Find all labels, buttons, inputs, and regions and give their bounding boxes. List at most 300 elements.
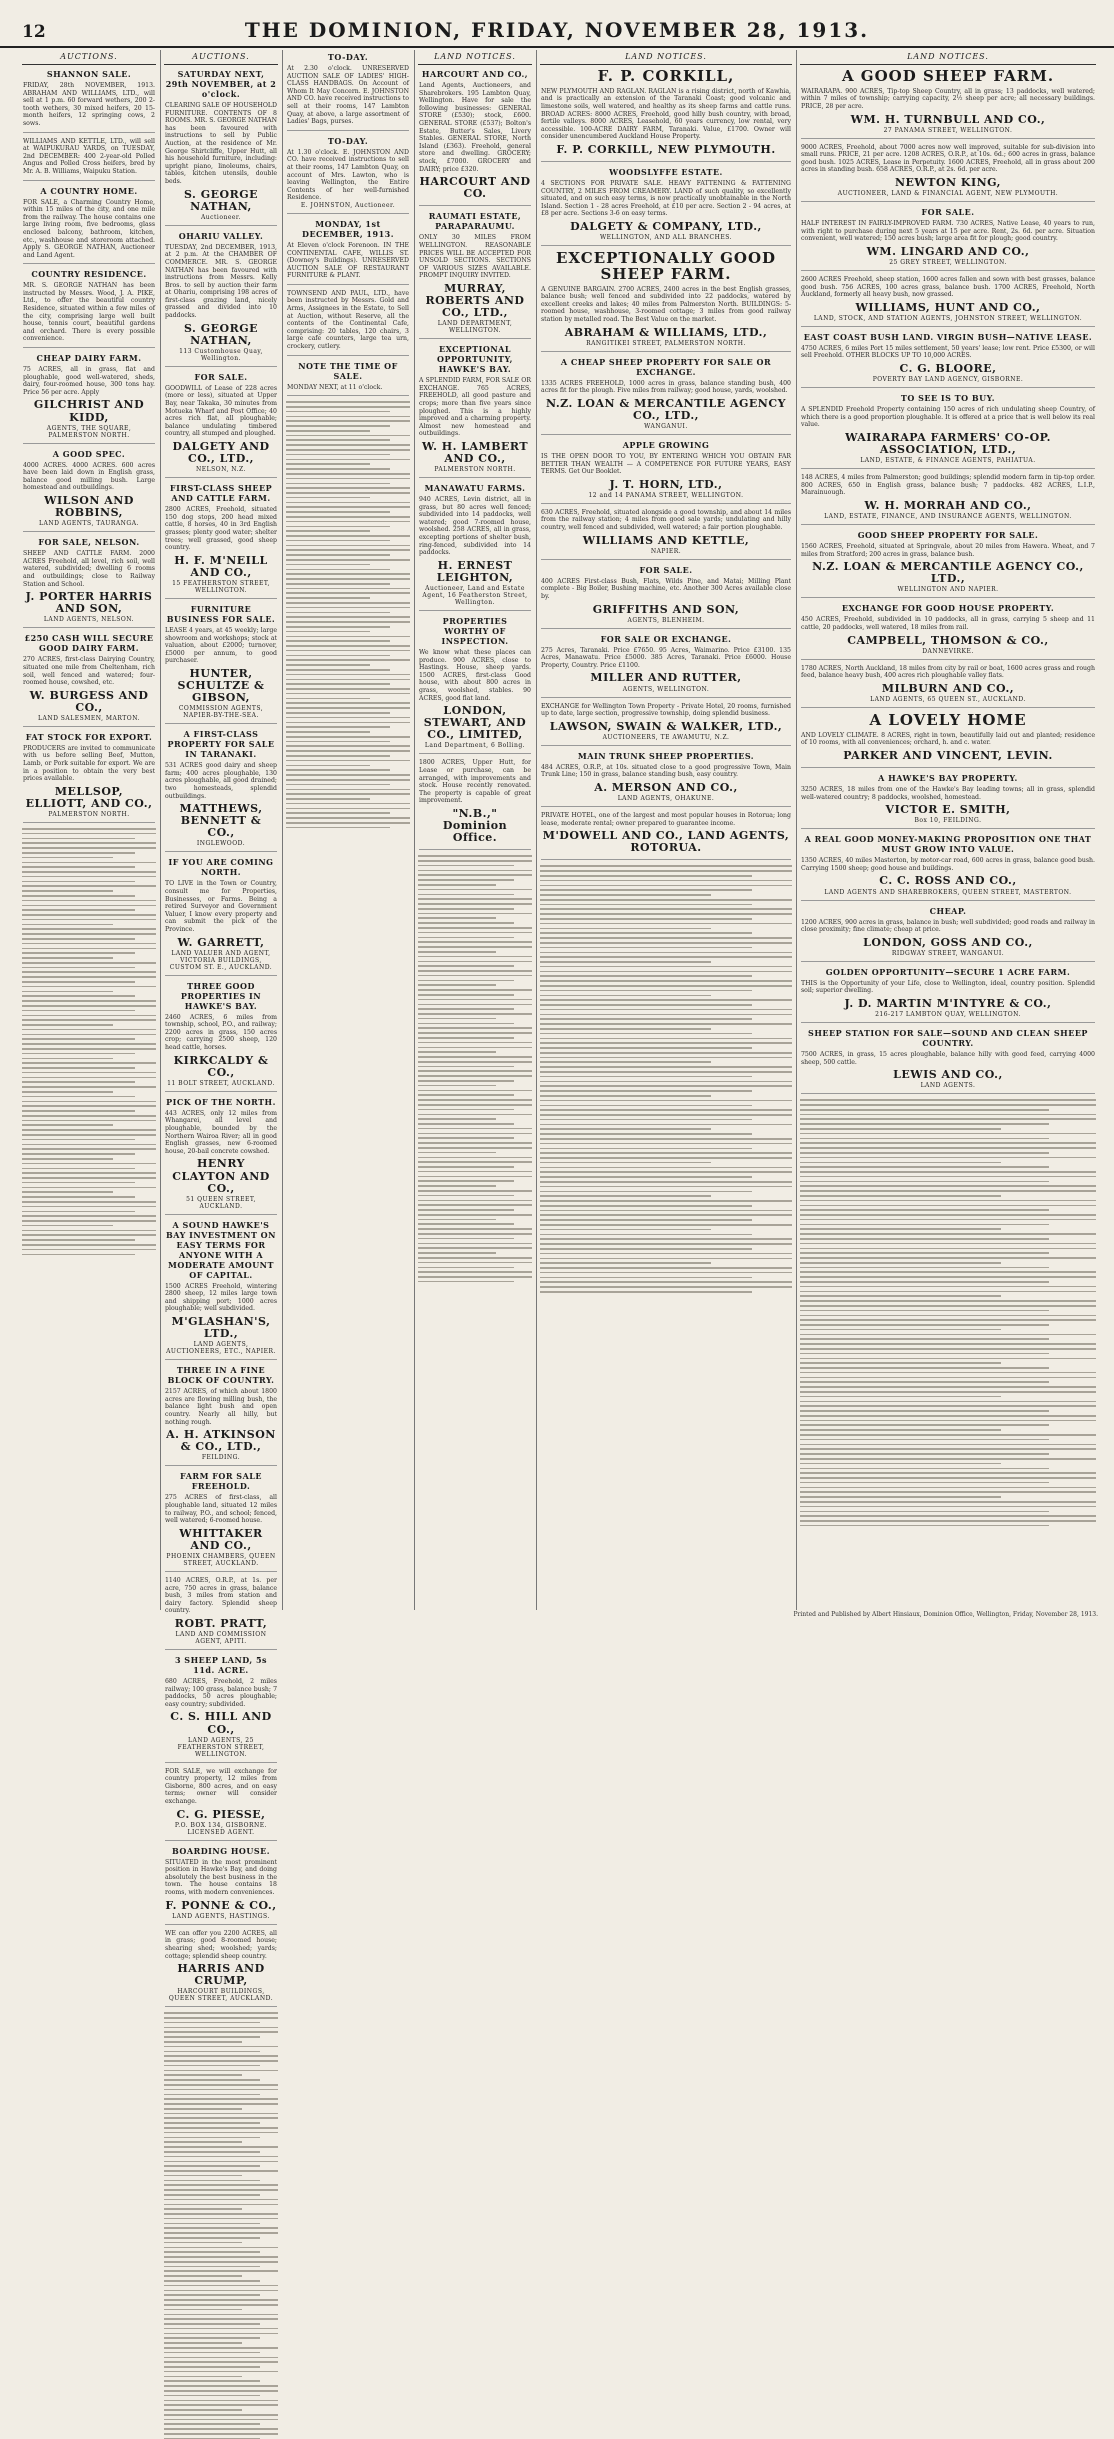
text-line bbox=[22, 1110, 135, 1112]
text-line bbox=[286, 827, 390, 829]
text-line bbox=[800, 1424, 1049, 1426]
text-line bbox=[164, 2395, 260, 2397]
text-line bbox=[286, 439, 390, 441]
classified-ad bbox=[165, 857, 277, 975]
text-line bbox=[418, 1281, 514, 1283]
text-line bbox=[286, 631, 370, 633]
text-line bbox=[22, 1072, 156, 1074]
ad-agent-address: LAND AGENTS, 65 QUEEN ST., AUCKLAND. bbox=[870, 695, 1026, 703]
text-line bbox=[22, 842, 156, 844]
ad-body: CLEARING SALE OF HOUSEHOLD FURNITURE. CONTENTS OF 8 ROOMS. MR. S. GEORGE NATHAN has been favoured with instructions to sell by Public Auction, at the residence of Mr. George Shirtcliffe, Upper Hutt, all his household furniture, including: upright piano, linoleums, chairs, tables, kitchen utensils, double beds. bbox=[165, 102, 277, 185]
text-line bbox=[800, 1334, 1096, 1336]
text-line bbox=[540, 1033, 752, 1035]
ad-body: 1335 ACRES FREEHOLD, 1000 acres in grass, balance standing bush, 400 acres fit for the plough. Five miles from railway; good house, yards, woolshed. bbox=[541, 379, 791, 395]
text-line bbox=[286, 430, 370, 432]
ad-agent-name: WILLIAMS, HUNT AND CO., bbox=[855, 300, 1041, 314]
ad-body: WAIRARAPA. 900 ACRES, Tip-top Sheep Country, all in grass; 13 paddocks, well watered; within 7 miles of township; carrying capacity, 2½ sheep per acre; all necessary buildings. PRICE, 28 per acre. bbox=[801, 87, 1095, 110]
classified-ad bbox=[801, 603, 1095, 659]
text-line bbox=[164, 2337, 260, 2339]
text-line bbox=[22, 1211, 135, 1213]
text-line bbox=[540, 1071, 792, 1073]
text-line bbox=[164, 2414, 278, 2416]
ad-agent-name: KIRKCALDY & CO., bbox=[173, 1053, 269, 1079]
ad-body: 2600 ACRES Freehold, sheep station, 1600 acres fallen and sown with best grasses, balance good bush. 756 ACRES, 100 acres grass, balance bush. 1700 ACRES, Freehold, North Auckland, formerly all heavy bush, now grassed. bbox=[801, 275, 1095, 299]
text-line bbox=[418, 855, 532, 857]
text-line bbox=[286, 698, 370, 700]
ad-body: WILLIAMS AND KETTLE, LTD., will sell at WAIPUKURAU YARDS, on TUESDAY, 2nd DECEMBER: 400 2-year-old Polled Angus and Polled Cross heifers, bred by Mr. A. B. Williams, Waipuku Station. bbox=[23, 137, 155, 175]
ad-title: RAUMATI ESTATE, PARAPARAUMU. bbox=[428, 211, 522, 232]
text-line bbox=[164, 2046, 278, 2048]
ad-body: 443 ACRES, only 12 miles from Whangarei, all level and ploughable, bounded by the Northern Wairoa River; all in good English grasses, new 6-roomed house, 20-bail concrete cowshed. bbox=[165, 1109, 277, 1155]
classified-ad bbox=[287, 52, 409, 131]
column-2 bbox=[160, 50, 283, 2003]
ad-title: TO-DAY. bbox=[327, 135, 369, 146]
text-line bbox=[418, 1204, 532, 1206]
text-line bbox=[800, 1157, 1096, 1159]
ad-title: BOARDING HOUSE. bbox=[171, 1845, 270, 1856]
text-line bbox=[540, 1191, 752, 1193]
text-line bbox=[22, 1244, 156, 1246]
text-line bbox=[540, 1267, 792, 1269]
text-line bbox=[164, 2070, 278, 2072]
classified-ad bbox=[541, 751, 791, 807]
text-line bbox=[286, 411, 390, 413]
ad-body: 1200 ACRES, 900 acres in grass, balance in bush; well subdivided; good roads and railway in close proximity; fine climate; cheap at price. bbox=[801, 918, 1095, 934]
ad-body: At 1.30 o'clock. E. JOHNSTON AND CO. have received instructions to sell at their rooms, 147 Lambton Quay, on account of Mrs. Lawton, who is leaving Wellington, the Entire Contents of her well-furnished Residence. bbox=[287, 148, 409, 202]
text-line bbox=[540, 1061, 711, 1063]
text-line bbox=[286, 516, 410, 518]
classified-ad bbox=[419, 211, 531, 339]
text-line bbox=[286, 506, 410, 508]
ad-body: 2460 ACRES, 6 miles from township, school, P.O., and railway; 2200 acres in grass, 150 acres crop; carrying 2500 sheep, 120 head cattle, horses. bbox=[165, 1013, 277, 1052]
text-line bbox=[164, 2299, 278, 2301]
ad-body: NEW PLYMOUTH AND RAGLAN. RAGLAN is a rising district, north of Kawhia, and is practically an extension of the Taranaki Coast; good volcanic and limestone soils, well watered, and healthy as its sheep farms and cattle runs. BROAD ACRES: 8000 ACRES, Freehold, good hilly bush country, with broad, fertile valleys. 8000 ACRES, Leasehold, 60 years currency, low rental, very accessible. 100-ACRE DAIRY FARM, Taranaki. Value, £1700. Owner will consider unencumbered Auckland House Property. bbox=[541, 87, 791, 141]
ad-agent-address: WANGANUI. bbox=[644, 423, 688, 430]
text-line bbox=[164, 2361, 278, 2363]
ad-agent-name: "N.B.," Dominion Office. bbox=[442, 807, 508, 845]
text-line bbox=[22, 1019, 156, 1021]
ad-agent-address: PALMERSTON NORTH. bbox=[434, 466, 516, 474]
ad-agent-name: HARRIS AND CRUMP, bbox=[177, 1962, 265, 1988]
classified-ad bbox=[165, 1220, 277, 1361]
text-line bbox=[800, 1195, 1001, 1197]
fine-print-filler bbox=[286, 401, 410, 828]
text-line bbox=[540, 1124, 792, 1126]
classified-ad bbox=[419, 759, 531, 850]
ad-agent-name: GILCHRIST AND KIDD, bbox=[33, 398, 145, 424]
text-line bbox=[800, 1448, 1096, 1450]
text-line bbox=[164, 2027, 278, 2029]
text-line bbox=[540, 1143, 792, 1145]
ad-title: THREE GOOD PROPERTIES IN HAWKE'S BAY. bbox=[180, 980, 262, 1011]
ad-body: 680 ACRES, Freehold, 2 miles railway; 100 grass, balance bush; 7 paddocks, 50 acres ploughable; easy country; subdivided. bbox=[165, 1678, 277, 1708]
text-line bbox=[418, 1085, 496, 1087]
text-line bbox=[418, 1252, 496, 1254]
text-line bbox=[540, 904, 752, 906]
text-line bbox=[540, 1262, 711, 1264]
text-line bbox=[800, 1329, 1001, 1331]
text-line bbox=[540, 937, 792, 939]
text-line bbox=[418, 1008, 514, 1010]
text-line bbox=[418, 1271, 532, 1273]
classified-ad bbox=[287, 361, 409, 397]
ad-body: 940 ACRES, Levin district, all in grass, but 80 acres well fenced; subdivided into 14 paddocks, well watered; good 7-roomed house, woolshed. 258 ACRES, all in grass, excepting portions of shelter bush, ring-fenced, subdivided into 14 paddocks. bbox=[419, 496, 531, 557]
text-line bbox=[286, 669, 390, 671]
text-line bbox=[540, 913, 792, 915]
ad-body: IS THE OPEN DOOR TO YOU, BY ENTERING WHICH YOU OBTAIN FAR BETTER THAN WEALTH — A COMPETENCE FOR FUTURE YEARS, EASY TERMS. Get Our Booklet. bbox=[541, 453, 791, 476]
text-line bbox=[800, 1444, 1096, 1446]
ad-agent-name: MILBURN AND CO., bbox=[881, 681, 1015, 695]
text-line bbox=[540, 870, 792, 872]
ad-agent-name: WILLIAMS AND KETTLE, bbox=[582, 533, 750, 547]
text-line bbox=[164, 2089, 278, 2091]
fine-print-filler bbox=[800, 1099, 1096, 1526]
text-line bbox=[540, 1171, 792, 1173]
column-5 bbox=[536, 50, 797, 1610]
text-line bbox=[286, 559, 410, 561]
text-line bbox=[418, 1161, 532, 1163]
text-line bbox=[286, 444, 410, 446]
text-line bbox=[540, 875, 752, 877]
text-line bbox=[540, 1258, 792, 1260]
ad-agent-name: C. G. BLOORE, bbox=[899, 362, 997, 376]
text-line bbox=[800, 1453, 1049, 1455]
ad-title: FOR SALE. bbox=[921, 207, 975, 218]
ad-title: A REAL GOOD MONEY-MAKING PROPOSITION ONE THAT MUST GROW INTO VALUE. bbox=[804, 834, 1092, 855]
text-line bbox=[540, 947, 752, 949]
text-line bbox=[540, 1023, 792, 1025]
text-line bbox=[22, 1187, 156, 1189]
text-line bbox=[418, 975, 532, 977]
text-line bbox=[164, 2051, 260, 2053]
text-line bbox=[418, 1066, 514, 1068]
ad-body: WE can offer you 2200 ACRES, all in grass; good 8-roomed house; shearing shed; woolshed; yards; cottage; splendid sheep country. bbox=[165, 1929, 277, 1960]
ad-agent-name: W. H. MORRAH AND CO., bbox=[864, 498, 1032, 512]
text-line bbox=[418, 870, 532, 872]
ad-agent-name: A. MERSON AND CO., bbox=[594, 780, 738, 794]
text-line bbox=[540, 1057, 792, 1059]
ad-body: 4 SECTIONS FOR PRIVATE SALE. HEAVY FATTENING & FATTENING COUNTRY, 2 MILES FROM CREAMERY. LAND of such quality, so excellently situated, and on such easy terms, is now practically unobtainable in the North Island. Section 1 - 28 acres Freehold, at £10 per acre. Section 2 - 94 acres, at £8 per acre. Sections 3-6 on easy terms. bbox=[541, 180, 791, 218]
text-line bbox=[22, 1254, 135, 1256]
text-line bbox=[800, 1224, 1049, 1226]
text-line bbox=[418, 1114, 532, 1116]
fine-print-filler bbox=[164, 2012, 278, 2439]
text-line bbox=[164, 2223, 260, 2225]
text-line bbox=[22, 1024, 113, 1026]
text-line bbox=[22, 1129, 156, 1131]
text-line bbox=[164, 2094, 260, 2096]
ad-agent-address: NAPIER. bbox=[650, 547, 682, 555]
text-line bbox=[418, 1176, 532, 1178]
text-line bbox=[800, 1525, 1049, 1527]
ad-title: MANAWATU FARMS. bbox=[424, 483, 526, 494]
classified-ad bbox=[801, 393, 1095, 469]
ad-agent-address: LAND, ESTATE, FINANCE, AND INSURANCE AGENTS, WELLINGTON. bbox=[824, 512, 1072, 520]
ad-agent-address: LAND DEPARTMENT, WELLINGTON. bbox=[437, 320, 513, 335]
text-line bbox=[164, 2428, 278, 2430]
ad-agent-name: S. GEORGE NATHAN, bbox=[184, 321, 258, 347]
text-line bbox=[540, 908, 792, 910]
ad-agent-address: Box 10, FEILDING. bbox=[914, 817, 982, 825]
ad-body: 4000 ACRES. 4000 ACRES. 600 acres have been laid down in English grass, balance good milling bush. Large homestead and outbuildings. bbox=[23, 461, 155, 492]
text-line bbox=[164, 2385, 278, 2387]
text-line bbox=[22, 1215, 156, 1217]
text-line bbox=[418, 1219, 496, 1221]
ad-agent-name: DALGETY & COMPANY, LTD., bbox=[570, 219, 762, 233]
text-line bbox=[164, 2227, 278, 2229]
ad-agent-address: DANNEVIRKE. bbox=[922, 647, 974, 655]
text-line bbox=[800, 1238, 1049, 1240]
column-1 bbox=[18, 50, 161, 1610]
text-line bbox=[540, 1004, 752, 1006]
text-line bbox=[286, 616, 410, 618]
text-line bbox=[418, 1180, 514, 1182]
text-line bbox=[286, 650, 410, 652]
text-line bbox=[286, 755, 390, 757]
text-line bbox=[286, 535, 410, 537]
text-line bbox=[540, 923, 792, 925]
text-line bbox=[540, 1100, 792, 1102]
text-line bbox=[418, 1004, 532, 1006]
text-line bbox=[22, 833, 156, 835]
ad-agent-address: LAND, ESTATE, & FINANCE AGENTS, PAHIATUA. bbox=[860, 457, 1036, 465]
text-line bbox=[540, 1152, 792, 1154]
text-line bbox=[540, 889, 752, 891]
text-line bbox=[800, 1142, 1096, 1144]
text-line bbox=[418, 894, 514, 896]
text-line bbox=[22, 1191, 113, 1193]
ad-body: 9000 ACRES, Freehold, about 7000 acres now well improved, suitable for sub-division into small runs. PRICE, 21 per acre. 1208 ACRES, O.R.P., at 10s. 6d.; 600 acres in grass, balance good bush. 1025 ACRES, Lease in Perpetuity. 1600 ACRES, Freehold, all in grass about 200 acres in standing bush. 658 ACRES, O.R.P., at 2s. 6d. per acre. bbox=[801, 143, 1095, 174]
text-line bbox=[22, 1029, 156, 1031]
ad-agent-name: LONDON, STEWART, AND CO., LIMITED, bbox=[423, 704, 527, 742]
text-line bbox=[22, 991, 113, 993]
ad-agent-address: 12 and 14 PANAMA STREET, WELLINGTON. bbox=[588, 491, 744, 499]
text-line bbox=[800, 1205, 1096, 1207]
text-line bbox=[540, 1253, 792, 1255]
text-line bbox=[164, 2084, 278, 2086]
text-line bbox=[22, 1034, 156, 1036]
text-line bbox=[286, 521, 410, 523]
column-heading: LAND NOTICES. bbox=[800, 50, 1096, 65]
text-line bbox=[164, 2433, 278, 2435]
text-line bbox=[418, 1051, 496, 1053]
ad-agent-address: E. JOHNSTON, Auctioneer. bbox=[300, 201, 396, 209]
text-line bbox=[164, 2156, 278, 2158]
text-line bbox=[164, 2146, 278, 2148]
ad-title: FARM FOR SALE FREEHOLD. bbox=[180, 1471, 262, 1492]
fine-print-filler bbox=[540, 865, 792, 1292]
text-line bbox=[164, 2318, 278, 2320]
classified-ad bbox=[23, 138, 155, 181]
text-line bbox=[22, 914, 156, 916]
ad-agent-address: Land Department, 6 Bolling. bbox=[424, 742, 526, 750]
text-line bbox=[164, 2294, 260, 2296]
classified-ad bbox=[287, 290, 409, 356]
text-line bbox=[540, 1157, 792, 1159]
text-line bbox=[22, 1168, 135, 1170]
ad-title: APPLE GROWING bbox=[622, 440, 710, 450]
classified-ad bbox=[165, 1471, 277, 1572]
text-line bbox=[540, 1214, 792, 1216]
ad-body: A SPLENDID FARM, FOR SALE OR EXCHANGE. 765 ACRES, FREEHOLD, all good pasture and crops; more than five years since ploughed. This is a highly improved and a charming property. Almost new homestead and outbuildings. bbox=[419, 377, 531, 438]
text-line bbox=[418, 946, 532, 948]
text-line bbox=[800, 1496, 1001, 1498]
text-line bbox=[22, 1081, 135, 1083]
ad-agent-address: AGENTS, WELLINGTON. bbox=[622, 685, 710, 693]
ad-body: SITUATED in the most prominent position in Hawke's Bay, and doing absolutely the best business in the town. The house contains 18 rooms, with modern conveniences. bbox=[165, 1858, 277, 1897]
ad-agent-name: J. PORTER HARRIS AND SON, bbox=[25, 590, 153, 616]
text-line bbox=[418, 1133, 532, 1135]
ad-agent-name: MATTHEWS, BENNETT & CO., bbox=[179, 802, 263, 840]
ad-title: A CHEAP SHEEP PROPERTY FOR SALE OR EXCHANGE. bbox=[560, 356, 772, 377]
text-line bbox=[800, 1286, 1096, 1288]
text-line bbox=[164, 2237, 260, 2239]
ad-agent-name: C. G. PIESSE, bbox=[176, 1807, 266, 1821]
text-line bbox=[286, 435, 410, 437]
text-line bbox=[418, 922, 514, 924]
text-line bbox=[164, 2031, 278, 2033]
text-line bbox=[418, 1094, 514, 1096]
text-line bbox=[418, 884, 496, 886]
classified-ad bbox=[541, 69, 791, 162]
text-line bbox=[540, 1167, 792, 1169]
text-line bbox=[540, 1119, 752, 1121]
text-line bbox=[286, 636, 410, 638]
page-number: 12 bbox=[22, 22, 46, 42]
text-line bbox=[286, 483, 390, 485]
ad-agent-name: VICTOR E. SMITH, bbox=[885, 803, 1011, 817]
text-line bbox=[418, 1152, 496, 1154]
classified-ad bbox=[541, 167, 791, 246]
text-line bbox=[800, 1353, 1049, 1355]
ad-title: PICK OF THE NORTH. bbox=[166, 1096, 276, 1107]
text-line bbox=[800, 1099, 1096, 1101]
text-line bbox=[286, 717, 410, 719]
text-line bbox=[800, 1214, 1096, 1216]
text-line bbox=[164, 2012, 278, 2014]
ad-body: 400 ACRES First-class Bush, Flats, Wilds Pine, and Matai; Milling Plant complete - Big Boiler, Bushing machine, etc. Another 300 Acres available close by. bbox=[541, 577, 791, 600]
text-line bbox=[286, 612, 390, 614]
text-line bbox=[800, 1138, 1049, 1140]
text-line bbox=[164, 2184, 278, 2186]
ad-agent-name: N.Z. LOAN & MERCANTILE AGENCY CO., LTD., bbox=[812, 560, 1084, 586]
text-line bbox=[164, 2141, 242, 2143]
text-line bbox=[418, 1037, 514, 1039]
text-line bbox=[418, 1118, 496, 1120]
text-line bbox=[286, 822, 410, 824]
classified-ad bbox=[801, 834, 1095, 900]
text-line bbox=[164, 2103, 278, 2105]
text-line bbox=[164, 2117, 278, 2119]
ad-headline: F. P. CORKILL, bbox=[597, 67, 735, 85]
text-line bbox=[164, 2065, 260, 2067]
text-line bbox=[540, 1219, 752, 1221]
text-line bbox=[164, 2290, 278, 2292]
text-line bbox=[540, 1095, 711, 1097]
text-line bbox=[164, 2079, 260, 2081]
text-line bbox=[418, 1257, 532, 1259]
ad-body: 2800 ACRES, Freehold, situated 150 dog stops, 200 head mixed cattle, 8 horses, 40 in 3rd English grasses; plenty good water; shelter trees; well grassed, good sheep country. bbox=[165, 506, 277, 552]
text-line bbox=[418, 1276, 532, 1278]
ad-agent-name: ABRAHAM & WILLIAMS, LTD., bbox=[564, 325, 768, 339]
text-line bbox=[164, 2366, 260, 2368]
classified-ad bbox=[165, 604, 277, 724]
text-line bbox=[286, 664, 370, 666]
text-line bbox=[286, 655, 390, 657]
text-line bbox=[800, 1300, 1096, 1302]
text-line bbox=[540, 1076, 752, 1078]
text-line bbox=[286, 798, 370, 800]
classified-ad bbox=[801, 710, 1095, 768]
ad-agent-address: PHOENIX CHAMBERS, QUEEN STREET, AUCKLAND. bbox=[166, 1552, 276, 1567]
text-line bbox=[22, 1105, 156, 1107]
ad-agent-address: 113 Customhouse Quay, Wellington. bbox=[179, 347, 263, 362]
text-line bbox=[800, 1147, 1096, 1149]
ad-title: CHEAP. bbox=[929, 905, 967, 916]
text-line bbox=[164, 2280, 260, 2282]
column-heading: AUCTIONS. bbox=[164, 50, 278, 65]
text-line bbox=[800, 1391, 1096, 1393]
text-line bbox=[22, 1206, 156, 1208]
text-line bbox=[540, 971, 792, 973]
text-line bbox=[22, 1177, 156, 1179]
ad-title: SHEEP STATION FOR SALE—SOUND AND CLEAN SHEEP COUNTRY. bbox=[808, 1028, 1088, 1049]
text-line bbox=[800, 1410, 1049, 1412]
text-line bbox=[540, 1014, 792, 1016]
text-line bbox=[286, 540, 390, 542]
text-line bbox=[540, 1038, 792, 1040]
text-line bbox=[286, 449, 410, 451]
classified-ad bbox=[541, 440, 791, 504]
text-line bbox=[286, 659, 410, 661]
text-line bbox=[540, 995, 711, 997]
text-line bbox=[164, 2314, 278, 2316]
text-line bbox=[22, 1067, 135, 1069]
ad-body: 3250 ACRES, 18 miles from one of the Hawke's Bay leading towns; all in grass, splendid well-watered country; 8 paddocks, woolshed, homestead. bbox=[801, 785, 1095, 801]
text-line bbox=[22, 1249, 156, 1251]
text-line bbox=[22, 905, 156, 907]
classified-ad bbox=[165, 483, 277, 599]
text-line bbox=[286, 401, 410, 403]
text-line bbox=[22, 1091, 113, 1093]
ad-body: 1140 ACRES, O.R.P., at 1s. per acre, 750 acres in grass, balance bush, 3 miles from station and dairy factory. Splendid sheep country. bbox=[165, 1576, 277, 1615]
ad-body: PRIVATE HOTEL, one of the largest and most popular houses in Rotorua; long lease, moderate rental; owner prepared to guarantee income. bbox=[541, 812, 791, 827]
text-line bbox=[800, 1219, 1096, 1221]
text-line bbox=[800, 1362, 1001, 1364]
newspaper-title: THE DOMINION, FRIDAY, NOVEMBER 28, 1913. bbox=[244, 18, 870, 42]
ad-agent-address: LAND AGENTS, HASTINGS. bbox=[172, 1912, 270, 1920]
text-line bbox=[286, 626, 390, 628]
text-line bbox=[800, 1377, 1096, 1379]
text-line bbox=[418, 1209, 514, 1211]
classified-ad bbox=[801, 906, 1095, 962]
text-line bbox=[22, 1015, 156, 1017]
text-line bbox=[22, 928, 156, 930]
text-line bbox=[164, 2055, 278, 2057]
text-line bbox=[418, 1147, 532, 1149]
text-line bbox=[540, 1042, 792, 1044]
text-line bbox=[418, 1047, 532, 1049]
classified-ad bbox=[23, 186, 155, 265]
ad-body: PRODUCERS are invited to communicate with us before selling Beef, Mutton, Lamb, or Pork suitable for export. We are in a position to obtain the very best prices available. bbox=[23, 744, 155, 783]
classified-ad bbox=[541, 357, 791, 435]
text-line bbox=[22, 957, 113, 959]
text-line bbox=[22, 876, 156, 878]
text-line bbox=[286, 468, 390, 470]
text-line bbox=[418, 1243, 532, 1245]
text-line bbox=[540, 1243, 792, 1245]
text-line bbox=[540, 942, 792, 944]
